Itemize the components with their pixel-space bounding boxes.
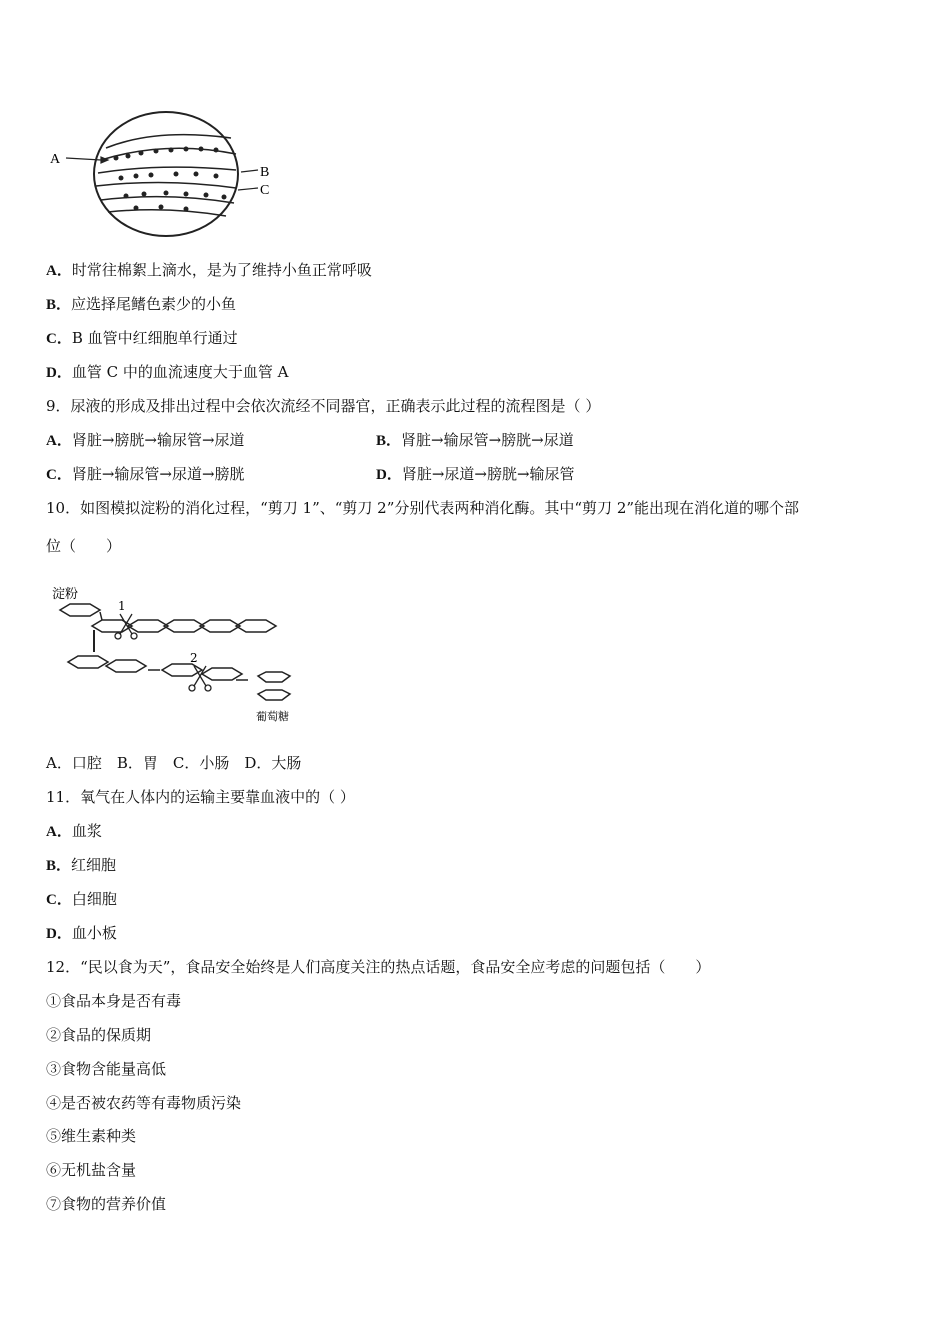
q9-stem: 9．尿液的形成及排出过程中会依次流经不同器官，正确表示此过程的流程图是（ ） xyxy=(46,397,601,415)
q11-option-c: C．白细胞 xyxy=(46,890,117,908)
label-a: A xyxy=(50,152,61,167)
q11-option-a: A．血浆 xyxy=(46,822,102,840)
q8-option-a: A．时常往棉絮上滴水，是为了维持小鱼正常呼吸 xyxy=(46,261,372,279)
scissor-2-label: 2 xyxy=(190,651,198,665)
starch-digestion-figure xyxy=(52,584,312,729)
q12-item-5: ⑤维生素种类 xyxy=(46,1127,137,1145)
q8-option-d: D．血管 C 中的血流速度大于血管 A xyxy=(46,363,289,381)
q8-option-b: B．应选择尾鳍色素少的小鱼 xyxy=(46,295,237,313)
blood-vessel-figure xyxy=(46,108,286,243)
q9-option-d: D．肾脏→尿道→膀胱→输尿管 xyxy=(376,465,575,483)
q12-item-1: ①食品本身是否有毒 xyxy=(46,992,182,1010)
q12-item-2: ②食品的保质期 xyxy=(46,1026,152,1044)
q9-option-c: C．肾脏→输尿管→尿道→膀胱 xyxy=(46,465,245,483)
q11-stem: 11．氧气在人体内的运输主要靠血液中的（ ） xyxy=(46,788,355,806)
q9-option-b: B．肾脏→输尿管→膀胱→尿道 xyxy=(376,431,574,449)
label-c: C xyxy=(260,183,270,198)
q10-stem-line1: 10．如图模拟淀粉的消化过程，“剪刀 1”、“剪刀 2”分别代表两种消化酶。其中“剪刀 2”能出现在消化道的哪个部 xyxy=(46,499,800,517)
q9-option-a: A．肾脏→膀胱→输尿管→尿道 xyxy=(46,431,245,449)
q8-option-c: C．B 血管中红细胞单行通过 xyxy=(46,329,238,347)
q12-stem: 12．“民以食为天”，食品安全始终是人们高度关注的热点话题，食品安全应考虑的问题包括（ ） xyxy=(46,958,711,976)
q12-item-3: ③食物含能量高低 xyxy=(46,1060,167,1078)
scissor-1-label: 1 xyxy=(118,599,126,613)
q12-item-7: ⑦食物的营养价值 xyxy=(46,1195,167,1213)
glucose-label: 葡萄糖 xyxy=(256,710,289,723)
q10-stem-line2: 位（ ） xyxy=(46,537,122,555)
label-b: B xyxy=(260,165,270,180)
q11-option-b: B．红细胞 xyxy=(46,856,117,874)
q12-item-6: ⑥无机盐含量 xyxy=(46,1161,137,1179)
q10-options: A．口腔 B．胃 C．小肠 D．大肠 xyxy=(46,754,302,772)
starch-label: 淀粉 xyxy=(52,587,79,602)
scissor-1-icon xyxy=(115,614,137,639)
q12-item-4: ④是否被农药等有毒物质污染 xyxy=(46,1094,242,1112)
q11-option-d: D．血小板 xyxy=(46,924,117,942)
